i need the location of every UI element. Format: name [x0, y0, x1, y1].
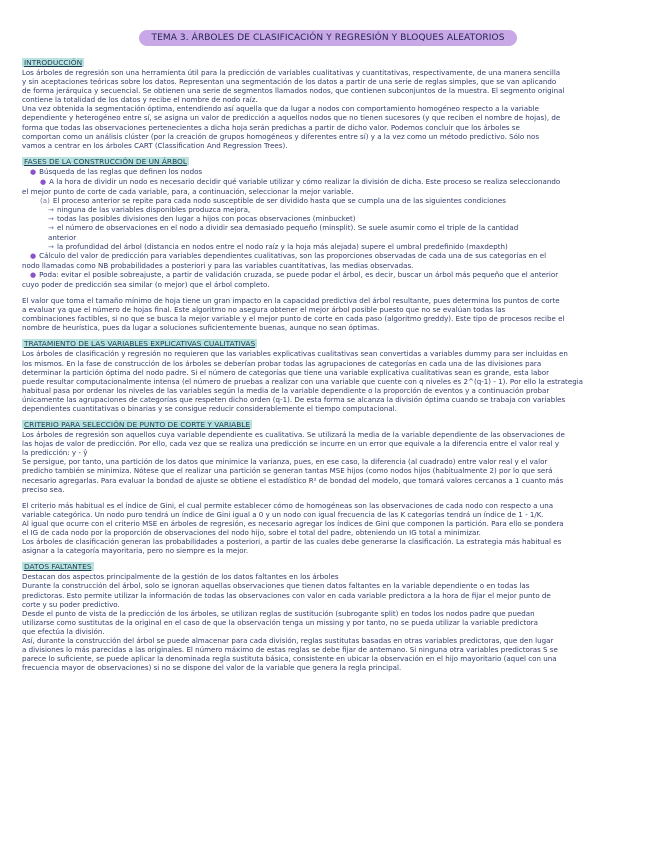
line-text: asignar a la categoría mayoritaria, pero no siempre es la mejor.	[22, 546, 249, 556]
text-line	[22, 223, 636, 232]
bullet-dot-icon: ●	[40, 177, 47, 186]
line-text: forma que todas las observaciones pertenecientes a dicha hoja serán predichas a partir de dicho valor. Podemos concluir que los árboles se	[22, 122, 520, 132]
text-line	[22, 377, 636, 386]
line-text: Los árboles de regresión son una herramienta útil para la predicción de variables cualitativas y cuantitativas, respectivamente, de una manera sencilla	[22, 68, 561, 77]
text-line	[22, 349, 636, 358]
line-text: Los árboles de regresión son aquellos cuya variable dependiente es cualitativa. Se utilizará la media de la variable dependiente de las observaciones de	[22, 430, 565, 440]
line-text: frecuencia mayor de observaciones) si no se dispone del valor de la variable que genera la regla principal.	[22, 663, 402, 673]
line-text: el mejor punto de corte de cada variable, para, a continuación, seleccionar la mejor variable.	[22, 187, 354, 197]
list-marker: →	[48, 223, 54, 233]
text-line	[22, 77, 636, 86]
line-text: Una vez obtenida la segmentación óptima, entendiendo así aquella que da lugar a nodos con comportamiento homogéneo respecto a la variable	[22, 104, 539, 114]
line-text: el IG de cada nodo por la proporción de observaciones del nodo hijo, sobre el total del padre, obteniendo un IG total a minimizar.	[22, 528, 481, 538]
text-line	[22, 457, 636, 466]
line-text: los mismos. En la fase de construcción de los árboles se deberían probar todas las agrupaciones de categorías en cada una de las divisiones para	[22, 358, 542, 368]
line-text: Poda: evitar el posible sobreajuste, a partir de validación cruzada, se puede podar el árbol, es decir, buscar un árbol más pequeño que el anterior	[39, 269, 559, 279]
line-text: Cálculo del valor de predicción para variables dependientes cualitativas, son las proporciones observadas de cada una de sus categorías en el	[39, 250, 547, 260]
text-line	[22, 177, 636, 187]
section-heading: FASES DE LA CONSTRUCCIÓN DE UN ÁRBOL	[24, 156, 187, 166]
line-text: Los árboles de clasificación generan las probabilidades a posteriori, a partir de las cuales debe generarse la clasificación. La estrategia más habitual es	[22, 537, 562, 547]
line-text: ninguna de las variables disponibles produzca mejora,	[56, 205, 251, 215]
text-line	[22, 485, 636, 494]
line-text: Destacan dos aspectos principalmente de la gestión de los datos faltantes en los árboles	[22, 572, 339, 582]
line-text: a evaluar ya que el número de hojas final. Este algoritmo no asegura obtener el mejor árbol posible puesto que no se evalúan todas las	[22, 305, 506, 315]
text-line	[22, 645, 636, 654]
line-text: cuyo poder de predicción sea similar (o mejor) que el árbol completo.	[22, 279, 270, 289]
line-text: combinaciones factibles, si no que se busca la mejor variable y el mejor punto de corte en cada paso (algoritmo greddy). Este tipo de procesos recibe el	[22, 314, 565, 324]
text-line	[22, 368, 636, 377]
text-line	[22, 618, 636, 627]
section-tratamiento	[22, 339, 636, 413]
text-line	[22, 609, 636, 618]
line-text: El proceso anterior se repite para cada nodo susceptible de ser dividido hasta que se cumpla una de las siguientes condiciones	[52, 196, 506, 206]
text-line	[22, 627, 636, 636]
line-text: puede resultar computacionalmente intensa (el número de pruebas a realizar con una variable que cuente con q niveles es 2^(q-1) - 1). Por ello la estrategia	[22, 376, 584, 386]
line-text: Se persigue, por tanto, una partición de los datos que minimice la varianza, pues, en ese caso, la diferencia (al cuadrado) entre valor real y el valor	[22, 457, 548, 467]
section-spacer	[22, 413, 636, 420]
text-line	[22, 296, 636, 305]
line-text: nodo llamadas como NB probabilidades a posteriori y para las variables cuantitativas, las medias observadas.	[22, 260, 414, 270]
text-line	[22, 663, 636, 672]
section-criterio	[22, 420, 636, 555]
text-line	[22, 270, 636, 280]
text-line	[22, 395, 636, 404]
line-text: la predicción: y - ŷ	[22, 448, 88, 458]
text-line	[22, 476, 636, 485]
line-text: comportan como un análisis clúster (por la creación de grupos homogéneos y diferentes entre sí) y a la vez como un método predictivo. Sólo nos	[22, 131, 540, 141]
bullet-dot-icon: ●	[30, 270, 37, 279]
line-text: Los árboles de clasificación y regresión no requieren que las variables explicativas cualitativas sean convertidas a variables dummy para ser incluidas en	[22, 349, 568, 359]
list-marker: →	[48, 205, 54, 215]
text-line	[22, 546, 636, 555]
section-heading: CRITERIO PARA SELECCIÓN DE PUNTO DE CORTE Y VARIABLE	[24, 420, 251, 430]
line-text: dependiente y heterogéneo entre sí, se asigna un valor de predicción a aquellos nodos que no tienen sucesores (y que reciben el nombre de hojas), de	[22, 113, 561, 123]
text-line	[22, 205, 636, 214]
text-line	[22, 261, 636, 270]
line-text: habitual pasa por ordenar los niveles de las variables según la media de la variable dependiente o la proporción de eventos y a continuación probar	[22, 385, 550, 395]
text-line	[22, 305, 636, 314]
line-text: preciso sea.	[22, 484, 65, 494]
line-text: Al igual que ocurre con el criterio MSE en árboles de regresión, es necesario agregar los índices de Gini que componen la partición. Para ello se pondera	[22, 518, 564, 528]
text-line	[22, 430, 636, 439]
text-line	[22, 141, 636, 150]
list-marker: (a)	[40, 196, 50, 206]
text-line	[22, 95, 636, 104]
section-heading: TRATAMIENTO DE LAS VARIABLES EXPLICATIVAS CUALITATIVAS	[24, 339, 256, 349]
text-line	[22, 572, 636, 581]
text-line	[22, 196, 636, 205]
text-line	[22, 359, 636, 368]
text-line	[22, 187, 636, 196]
line-text: que efectúa la división.	[22, 626, 105, 636]
line-text: El valor que toma el tamaño mínimo de hoja tiene un gran impacto en la capacidad predictiva del árbol resultante, pues determina los puntos de corte	[22, 296, 560, 306]
text-line	[22, 636, 636, 645]
line-text: predictoras. Esto permite utilizar la información de todas las observaciones con valor en cada variable predictora a la hora de fijar el mejor punto de	[22, 590, 551, 600]
list-marker: →	[48, 241, 54, 251]
text-line	[22, 280, 636, 289]
text-line	[22, 537, 636, 546]
line-text: A la hora de dividir un nodo es necesario decidir qué variable utilizar y cómo realizar la división de dicha. Este proceso se realiza seleccionando	[49, 176, 561, 186]
section-faltantes	[22, 562, 636, 672]
line-text: únicamente las agrupaciones de categorías que respeten dicho orden (q-1). De esta forma se alcanza la división óptima cuando se trabaja con variables	[22, 394, 566, 404]
text-line	[22, 68, 636, 77]
text-line	[22, 591, 636, 600]
text-line	[22, 404, 636, 413]
line-text: contiene la totalidad de los datos y recibe el nombre de nodo raíz.	[22, 95, 258, 105]
text-line	[22, 123, 636, 132]
text-line	[22, 386, 636, 395]
text-line	[22, 510, 636, 519]
text-line	[22, 167, 636, 177]
text-line	[22, 104, 636, 113]
line-text: Desde el punto de vista de la predicción de los árboles, se utilizan reglas de sustitución (subrogante split) en todos los nodos padre que puedan	[22, 608, 535, 618]
line-text: variable categórica. Un nodo puro tendrá un índice de Gini igual a 0 y un nodo con igual frecuencia de las K categorías tendrá un índice de 1 - 1/K.	[22, 509, 544, 519]
text-line	[22, 242, 636, 251]
line-text: parece lo suficiente, se puede aplicar la denominada regla sustituta básica, consistente en ubicar la observación en el hijo mayoritario (aquel con una	[22, 654, 557, 664]
section-intro	[22, 58, 636, 150]
line-text: Así, durante la construcción del árbol se puede almacenar para cada división, reglas sustitutas basadas en otras variables predictoras, que den lugar	[22, 635, 554, 645]
line-text: a divisiones lo más parecidas a las originales. El número máximo de estas reglas se debe fijar de antemano. Si ninguna otra variables predictoras S se	[22, 645, 558, 655]
line-text: la profundidad del árbol (distancia en nodos entre el nodo raíz y la hoja más alejada) supere el umbral predefinido (maxdepth)	[56, 241, 508, 251]
line-text: determinar la partición óptima del nodo padre. Si el número de categorías que tiene una variable explicativa cualitativas sean es grande, esta labor	[22, 367, 550, 377]
text-line	[22, 654, 636, 663]
text-line	[22, 501, 636, 510]
line-text: El criterio más habitual es el índice de Gini, el cual permite establecer cómo de homogéneas son las observaciones de cada nodo con respecto a una	[22, 500, 554, 510]
line-text: dependientes cuantitativas o binarias y se consigue reducir considerablemente el tiempo computacional.	[22, 404, 397, 413]
text-line	[22, 466, 636, 475]
section-heading: DATOS FALTANTES	[24, 562, 92, 572]
line-text: todas las posibles divisiones den lugar a hijos con pocas observaciones (minbucket)	[56, 214, 356, 224]
bullet-dot-icon: ●	[30, 251, 37, 260]
document-title: TEMA 3. ÁRBOLES DE CLASIFICACIÓN Y REGRESIÓN Y BLOQUES ALEATORIOS	[139, 30, 516, 46]
text-line	[22, 132, 636, 141]
line-text: corte y su poder predictivo.	[22, 599, 120, 609]
section-spacer	[22, 150, 636, 157]
line-text: utilizarse como sustitutas de la original en el caso de que la observación tenga un missing y por tanto, no se pueda utilizar la variable predictora	[22, 617, 538, 627]
text-line	[22, 581, 636, 590]
document-body	[22, 58, 636, 672]
line-text: anterior	[48, 232, 77, 242]
text-line	[22, 113, 636, 122]
line-text: y sin aceptaciones teóricas sobre los datos. Representan una segmentación de los datos a partir de una serie de reglas simples, que se van aplicando	[22, 77, 557, 87]
bullet-dot-icon: ●	[30, 167, 37, 176]
line-text: predicho también se minimiza. Nótese que el realizar una partición se generan tantas MSE hijos (como nodos hijos (habitualmente 2) por lo que será	[22, 466, 553, 476]
text-line	[22, 448, 636, 457]
line-text: nombre de heurística, pues da lugar a soluciones suficientemente buenas, aunque no sean óptimas.	[22, 323, 380, 333]
section-spacer	[22, 555, 636, 562]
line-text: necesario agregarlas. Para evaluar la bondad de ajuste se obtiene el estadístico R² de bondad del modelo, que tomará valores cercanos a 1 cuanto más	[22, 475, 564, 485]
paragraph-spacer	[22, 494, 636, 501]
section-spacer	[22, 332, 636, 339]
text-line	[22, 251, 636, 261]
line-text: vamos a centrar en los árboles CART (Classification And Regression Trees).	[22, 140, 288, 150]
line-text: Durante la construcción del árbol, solo se ignoran aquellas observaciones que tienen datos faltantes en la variable dependiente o en todas las	[22, 581, 530, 591]
text-line	[22, 519, 636, 528]
section-fases	[22, 157, 636, 333]
text-line	[22, 233, 636, 242]
line-text: Búsqueda de las reglas que definen los nodos	[39, 166, 203, 176]
text-line	[22, 600, 636, 609]
text-line	[22, 528, 636, 537]
text-line	[22, 214, 636, 223]
text-line	[22, 439, 636, 448]
section-heading: INTRODUCCIÓN	[24, 58, 83, 67]
list-marker: →	[48, 214, 54, 224]
text-line	[22, 314, 636, 323]
text-line	[22, 86, 636, 95]
line-text: de forma jerárquica y secuencial. Se obtienen una serie de segmentos llamados nodos, que contienen subconjuntos de la muestra. El segmento original	[22, 86, 565, 96]
line-text: el número de observaciones en el nodo a dividir sea demasiado pequeño (minsplit). Se suele asumir como el triple de la cantidad	[56, 223, 519, 233]
line-text: las hojas de valor de predicción. Por ello, cada vez que se realiza una predicción se incurre en un error que equivale a la diferencia entre el valor real y	[22, 439, 560, 449]
paragraph-spacer	[22, 289, 636, 296]
title-wrap	[0, 30, 656, 46]
text-line	[22, 323, 636, 332]
